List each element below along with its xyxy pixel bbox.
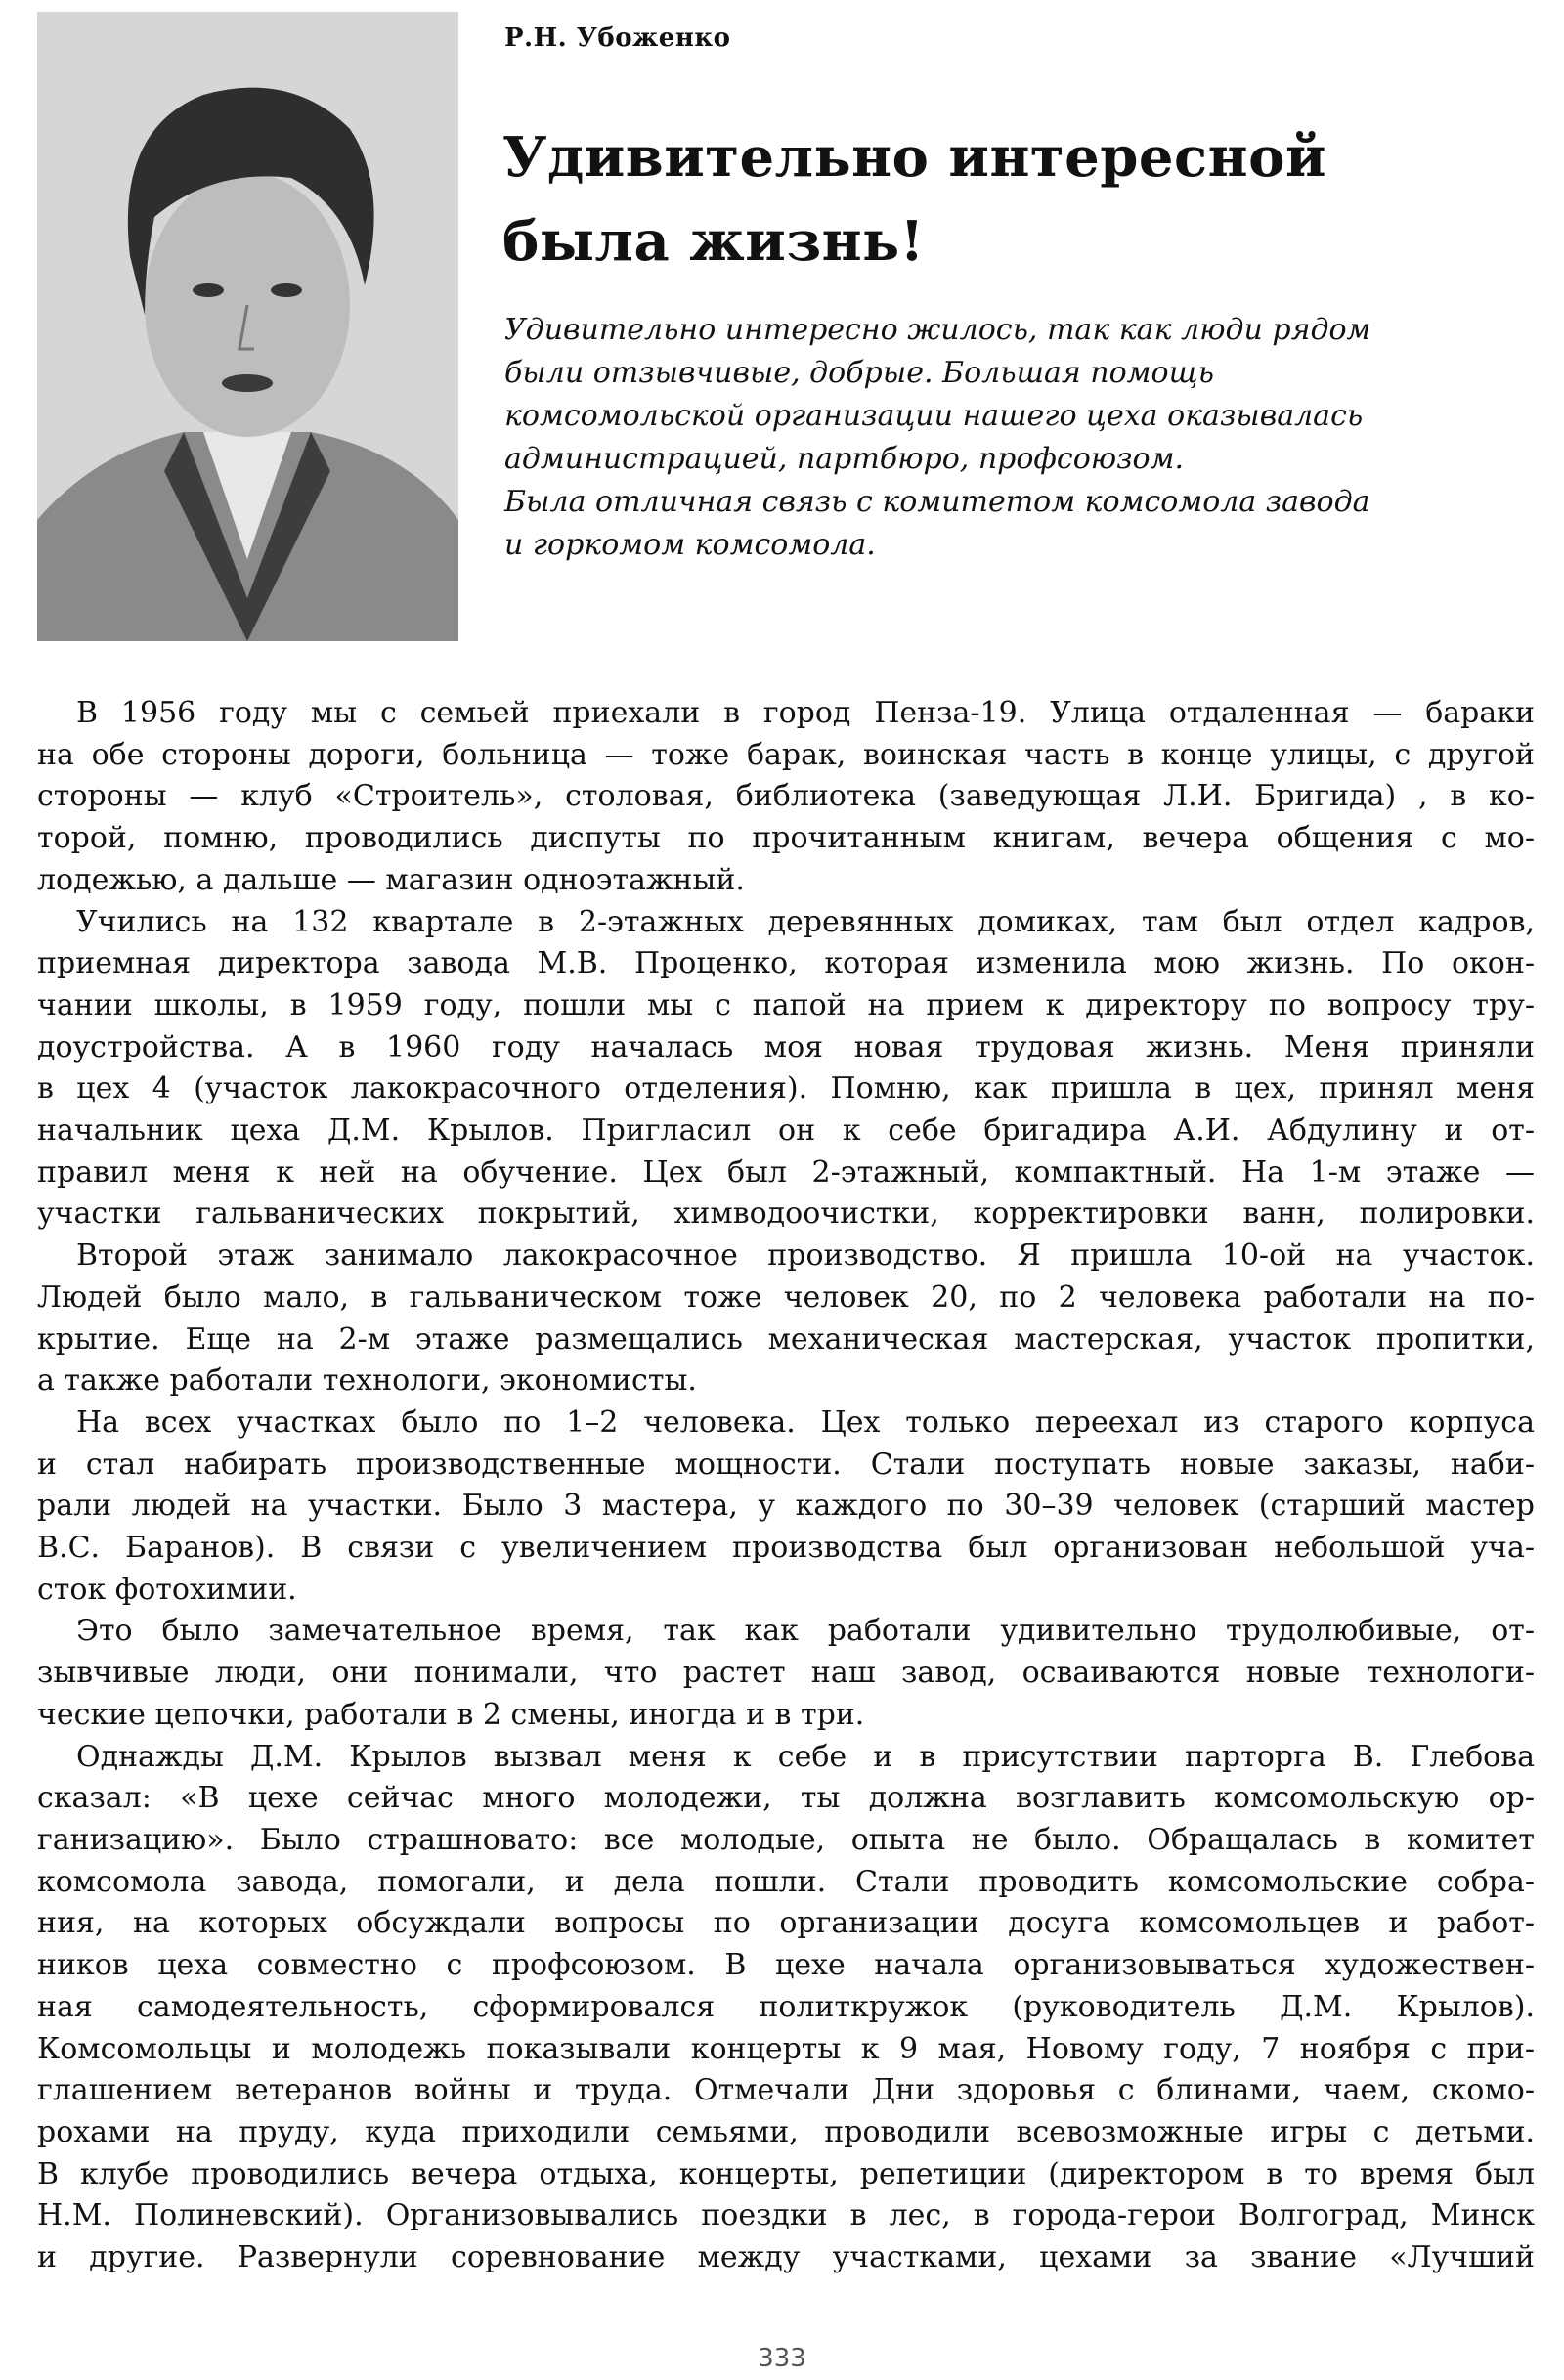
lead-line: и горкомом комсомола.	[504, 528, 876, 562]
paragraph-line: чании школы, в 1959 году, пошли мы с папой на прием к директору по вопросу тру-	[37, 987, 1535, 1022]
paragraph-line: комсомола завода, помогали, и дела пошли. Стали проводить комсомольские собра-	[37, 1864, 1535, 1899]
paragraph	[37, 693, 1535, 902]
paragraph-line: В клубе проводились вечера отдыха, концерты, репетиции (директором в то время был	[37, 2156, 1535, 2191]
paragraph-line: На всех участках было по 1–2 человека. Цех только переехал из старого корпуса	[76, 1405, 1535, 1440]
paragraph-line: Н.М. Полиневский). Организовывались поездки в лес, в города-герои Волгоград, Минск	[37, 2198, 1535, 2233]
author-name: Р.Н. Убоженко	[504, 23, 731, 53]
paragraph-line: правил меня к ней на обучение. Цех был 2-этажный, компактный. На 1-м этаже —	[37, 1154, 1535, 1190]
paragraph-line: Второй этаж занимало лакокрасочное производство. Я пришла 10-ой на участок.	[76, 1238, 1535, 1274]
paragraph-line: Однажды Д.М. Крылов вызвал меня к себе и в присутствии парторга В. Глебова	[76, 1739, 1535, 1774]
paragraph	[37, 1737, 1535, 2279]
paragraph-line: рали людей на участки. Было 3 мастера, у каждого по 30–39 человек (старший мастер	[37, 1489, 1535, 1524]
article-body	[37, 693, 1535, 2279]
lead-line: Удивительно интересно жилось, так как люди рядом	[504, 313, 1371, 347]
paragraph-line: ганизацию». Было страшновато: все молодые, опыта не было. Обращалась в комитет	[37, 1822, 1535, 1857]
paragraph-line: Комсомольцы и молодежь показывали концерты к 9 мая, Новому году, 7 ноября с при-	[37, 2031, 1535, 2066]
paragraph-line: доустройства. А в 1960 году началась моя новая трудовая жизнь. Меня приняли	[37, 1029, 1535, 1064]
paragraph-line: зывчивые люди, они понимали, что растет наш завод, осваиваются новые технологи-	[37, 1656, 1535, 1691]
paragraph	[37, 1611, 1535, 1736]
paragraph-line: ная самодеятельность, сформировался политкружок (руководитель Д.М. Крылов).	[37, 1989, 1535, 2024]
paragraph-line: В.С. Баранов). В связи с увеличением производства был организован небольшой уча-	[37, 1531, 1535, 1566]
paragraph-line: Учились на 132 квартале в 2-этажных деревянных домиках, там был отдел кадров,	[76, 904, 1535, 939]
paragraph-line: крытие. Еще на 2-м этаже размещались механическая мастерская, участок пропитки,	[37, 1321, 1535, 1357]
paragraph-line: Людей было мало, в гальваническом тоже человек 20, по 2 человека работали на по-	[37, 1279, 1535, 1315]
paragraph-line: и стал набирать производственные мощности. Стали поступать новые заказы, наби-	[37, 1447, 1535, 1482]
lead-line: были отзывчивые, добрые. Большая помощь	[504, 356, 1214, 390]
title-line: была жизнь!	[502, 209, 925, 274]
paragraph-line: торой, помню, проводились диспуты по прочитанным книгам, вечера общения с мо-	[37, 821, 1535, 856]
paragraph	[37, 1235, 1535, 1403]
paragraph-line: ческие цепочки, работали в 2 смены, иногда и в три.	[37, 1697, 865, 1732]
paragraph-line: начальник цеха Д.М. Крылов. Пригласил он к себе бригадира А.И. Абдулину и от-	[37, 1113, 1535, 1148]
paragraph-line: а также работали технологи, экономисты.	[37, 1363, 697, 1399]
article-title	[502, 115, 1326, 283]
paragraph-line: в цех 4 (участок лакокрасочного отделения). Помню, как пришла в цех, принял меня	[37, 1071, 1535, 1106]
paragraph-line: участки гальванических покрытий, химводоочистки, корректировки ванн, полировки.	[37, 1196, 1535, 1232]
lead-quote	[504, 309, 1472, 567]
lead-line: комсомольской организации нашего цеха оказывалась	[504, 399, 1364, 433]
author-portrait-photo	[37, 12, 458, 641]
paragraph-line: лодежью, а дальше — магазин одноэтажный.	[37, 862, 745, 897]
lead-line: администрацией, партбюро, профсоюзом.	[504, 442, 1185, 476]
paragraph-line: стороны — клуб «Строитель», столовая, библиотека (заведующая Л.И. Бригида) , в ко-	[37, 779, 1535, 814]
paragraph-line: сказал: «В цехе сейчас много молодежи, ты должна возглавить комсомольскую ор-	[37, 1781, 1535, 1816]
paragraph-line: В 1956 году мы с семьей приехали в город Пенза-19. Улица отдаленная — бараки	[76, 696, 1535, 730]
paragraph-line: рохами на пруду, куда приходили семьями, проводили всевозможные игры с детьми.	[37, 2114, 1535, 2149]
paragraph-line: на обе стороны дороги, больница — тоже барак, воинская часть в конце улицы, с другой	[37, 737, 1535, 772]
paragraph	[37, 1403, 1535, 1612]
paragraph-line: ников цеха совместно с профсоюзом. В цехе начала организовываться художествен-	[37, 1948, 1535, 1983]
lead-line: Была отличная связь с комитетом комсомола завода	[504, 485, 1370, 519]
paragraph-line: сток фотохимии.	[37, 1572, 297, 1607]
paragraph-line: и другие. Развернули соревнование между участками, цехами за звание «Лучший	[37, 2240, 1535, 2275]
paragraph-line: приемная директора завода М.В. Проценко, которая изменила мою жизнь. По окон-	[37, 946, 1535, 981]
title-line: Удивительно интересной	[502, 125, 1327, 190]
paragraph-line: ния, на которых обсуждали вопросы по организации досуга комсомольцев и работ-	[37, 1906, 1535, 1941]
page-number: 333	[758, 2344, 806, 2373]
paragraph-line: глашением ветеранов войны и труда. Отмечали Дни здоровья с блинами, чаем, скомо-	[37, 2073, 1535, 2108]
paragraph-line: Это было замечательное время, так как работали удивительно трудолюбивые, от-	[76, 1614, 1535, 1649]
paragraph	[37, 902, 1535, 1236]
